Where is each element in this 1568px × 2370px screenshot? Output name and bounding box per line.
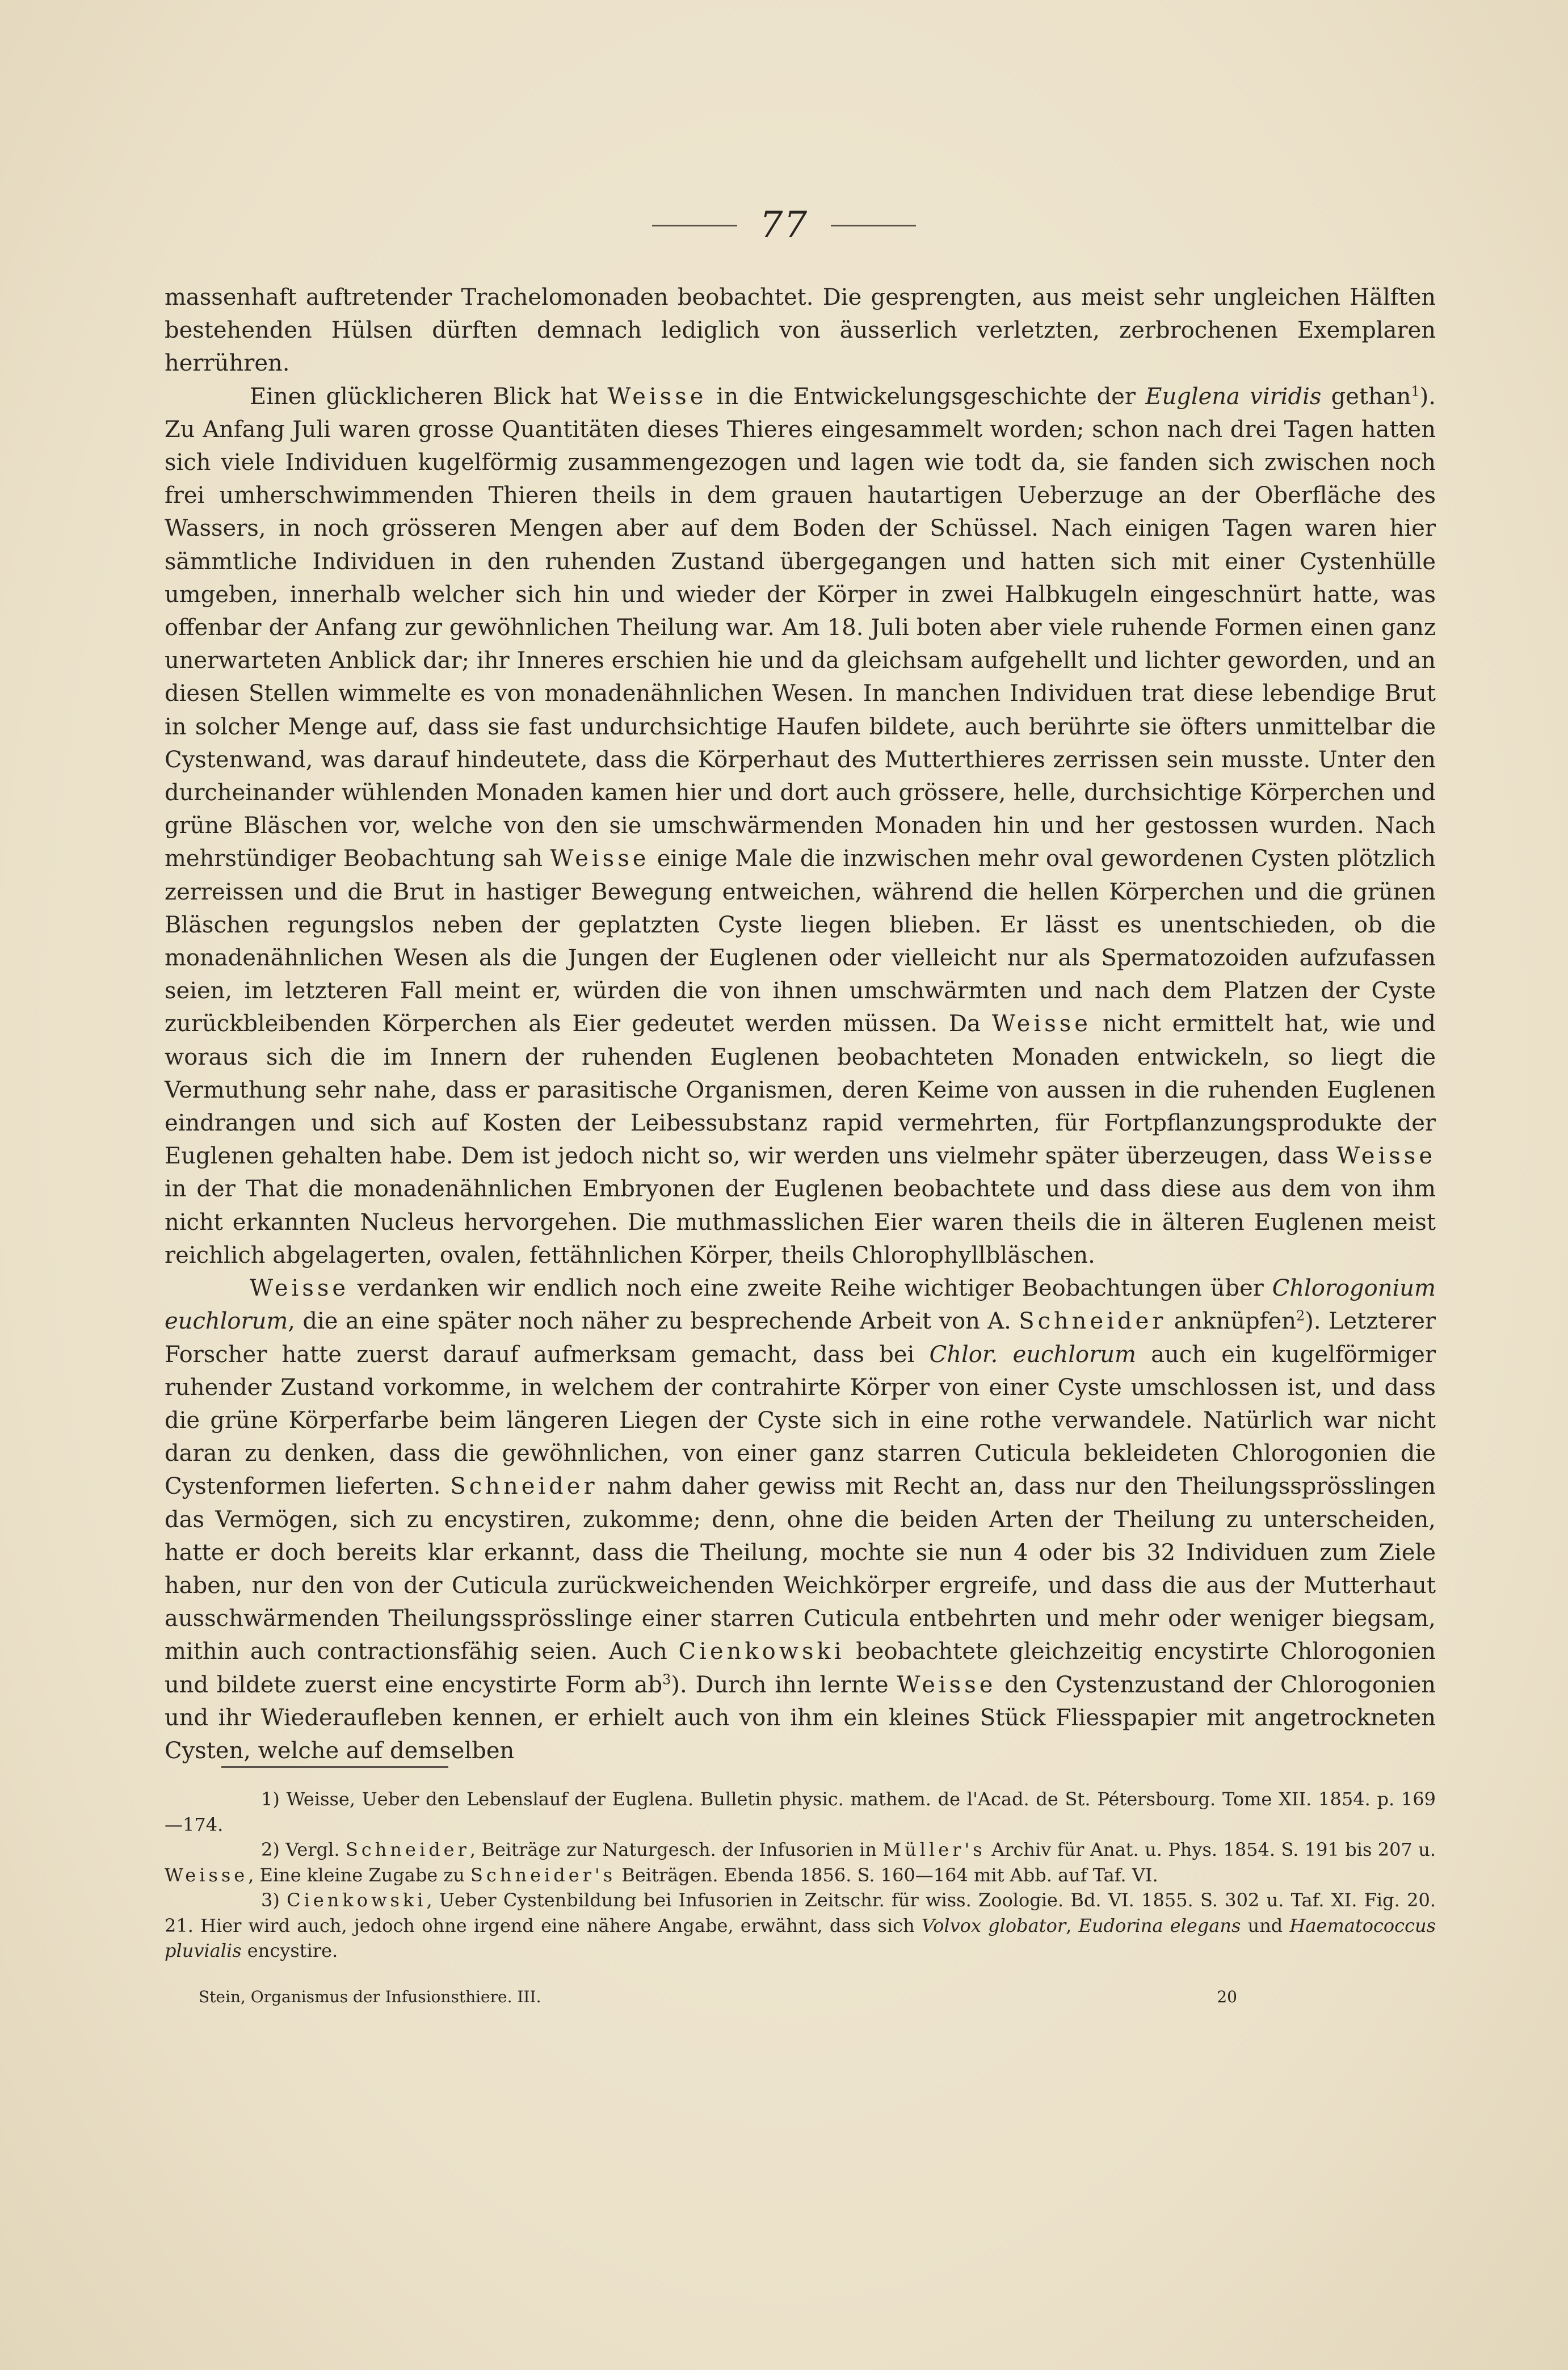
author-name: Cienkowski — [678, 1638, 845, 1665]
author-name: Weisse — [897, 1671, 997, 1698]
footnotes — [165, 1787, 1436, 1964]
footnote-divider — [221, 1766, 448, 1768]
author-name: Schneider — [450, 1473, 598, 1500]
page-header — [0, 204, 1568, 246]
footnote-1: 1) Weisse, Ueber den Lebenslauf der Euglena. Bulletin physic. mathem. de l'Acad. de St. Pétersbourg. Tome XII. 1854. p. 169—174. — [165, 1788, 1436, 1835]
paragraph-2: Einen glücklicheren Blick hat Weisse in die Entwickelungsgeschichte der Euglena viridis gethan$^1$). Zu Anfang Juli waren grosse Quantitäten dieses Thieres eingesammelt worden; schon nach drei Tagen hatten sich viele Individuen kugelförmig zusammengezogen und lagen wie todt da, sie fanden sich zwischen noch frei umherschwimmenden Thieren theils in dem grauen hautartigen Ueberzuge an der Oberfläche des Wassers, in noch grösseren Mengen aber auf dem Boden der Schüssel. Nach einigen Tagen waren hier sämmtliche Individuen in den ruhenden Zustand übergegangen und hatten sich mit einer Cystenhülle umgeben, innerhalb welcher sich hin und wieder der Körper in zwei Halbkugeln eingeschnürt hatte, was offenbar der Anfang zur gewöhnlichen Theilung war. Am 18. Juli boten aber viele ruhende Formen einen ganz unerwarteten Anblick dar; ihr Inneres erschien hie und da gleichsam aufgehellt und lichter geworden, und an diesen Stellen wimmelte es von monadenähnlichen Wesen. In manchen Individuen trat diese lebendige Brut in solcher Menge auf, dass sie fast undurchsichtige Haufen bildete, auch berührte sie öfters unmittelbar die Cystenwand, was darauf hindeutete, dass die Körperhaut des Mutterthieres zerrissen sein musste. Unter den durcheinander wühlenden Monaden kamen hier und dort auch grössere, helle, durchsichtige Körperchen und grüne Bläschen vor, welche von den sie umschwärmenden Monaden hin und her gestossen wurden. Nach mehrstündiger Beobachtung sah Weisse einige Male die inzwischen mehr oval gewordenen Cysten plötzlich zerreissen und die Brut in hastiger Bewegung entweichen, während die hellen Körperchen und die grünen Bläschen regungslos neben der geplatzten Cyste liegen blieben. Er lässt es unentschieden, ob die monadenähnlichen Wesen als die Jungen der Euglenen oder vielleicht nur als Spermatozoiden aufzufassen seien, im letzteren Fall meint er, würden die von ihnen umschwärmten und nach dem Platzen der Cyste zurückbleibenden Körperchen als Eier gedeutet werden müssen. Da Weisse nicht ermittelt hat, wie und woraus sich die im Innern der ruhenden Euglenen beobachteten Monaden entwickeln, so liegt die Vermuthung sehr nahe, dass er parasitische Organismen, deren Keime von aussen in die ruhenden Euglenen eindrangen und sich auf Kosten der Leibessubstanz rapid vermehrten, für Fortpflanzungsprodukte der Euglenen gehalten habe. Dem ist jedoch nicht so, wir werden uns vielmehr später überzeugen, dass Weisse in der That die monadenähnlichen Embryonen der Euglenen beobachtete und dass diese aus dem von ihm nicht erkannten Nucleus hervorgehen. Die muthmasslichen Eier waren theils die in älteren Euglenen meist reichlich abgelagerten, ovalen, fettähnlichen Körper, theils Chlorophyllbläschen. — [165, 383, 1436, 1268]
footnote-2: 2) Vergl. Schneider, Beiträge zur Naturgesch. der Infusorien in Müller's Archiv für Anat. u. Phys. 1854. S. 191 bis 207 u. Weisse, Eine kleine Zugabe zu Schneider's Beiträgen. Ebenda 1856. S. 160—164 mit Abb. auf Taf. VI. — [165, 1839, 1436, 1886]
header-rule-left — [652, 225, 737, 226]
author-name: Schneider — [1019, 1308, 1167, 1335]
species-name: Chlor. euchlorum — [929, 1341, 1136, 1368]
author-name: Weisse — [991, 1011, 1091, 1037]
footnote-ref: 3 — [662, 1671, 671, 1688]
sheet-number: 20 — [1217, 1987, 1237, 2006]
author-name: Weisse — [1336, 1143, 1436, 1170]
footnote-3: 3) Cienkowski, Ueber Cystenbildung bei Infusorien in Zeitschr. für wiss. Zoologie. Bd. VI. 1855. S. 302 u. Taf. XI. Fig. 20. 21. Hier wird auch, jedoch ohne irgend eine nähere Angabe, erwähnt, dass sich Volvox globator, Eudorina elegans und Haematococcus pluvialis encystire. — [165, 1889, 1436, 1961]
species-name: Euglena viridis — [1145, 383, 1322, 410]
author-name: Weisse — [550, 846, 650, 872]
footnote-ref: 1 — [1411, 383, 1420, 400]
body-text — [165, 281, 1436, 1767]
author-name: Weisse — [250, 1275, 350, 1302]
paragraph-1: massenhaft auftretender Trachelomonaden beobachtet. Die gesprengten, aus meist sehr ungleichen Hälften bestehenden Hülsen dürften demnach lediglich von äusserlich verletzten, zerbrochenen Exemplaren herrühren. — [165, 284, 1436, 377]
author-name: Weisse — [607, 383, 707, 410]
page-number: 77 — [759, 204, 809, 246]
species-name: Chlorogonium euchlorum — [165, 1275, 1436, 1335]
printer-signature: Stein, Organismus der Infusionsthiere. III. — [199, 1987, 541, 2006]
header-rule-right — [831, 225, 916, 226]
signature-line — [199, 1987, 1237, 2006]
footnote-ref: 2 — [1296, 1308, 1305, 1324]
paragraph-3: Weisse verdanken wir endlich noch eine zweite Reihe wichtiger Beobachtungen über Chlorogonium euchlorum, die an eine später noch näher zu besprechende Arbeit von A. Schneider anknüpfen$^2$). Letzterer Forscher hatte zuerst darauf aufmerksam gemacht, dass bei Chlor. euchlorum auch ein kugelförmiger ruhender Zustand vorkomme, in welchem der contrahirte Körper von einer Cyste umschlossen ist, und dass die grüne Körperfarbe beim längeren Liegen der Cyste sich in eine rothe verwandele. Natürlich war nicht daran zu denken, dass die gewöhnlichen, von einer ganz starren Cuticula bekleideten Chlorogonien die Cystenformen lieferten. Schneider nahm daher gewiss mit Recht an, dass nur den Theilungssprösslingen das Vermögen, sich zu encystiren, zukomme; denn, ohne die beiden Arten der Theilung zu unterscheiden, hatte er doch bereits klar erkannt, dass die Theilung, mochte sie nun 4 oder bis 32 Individuen zum Ziele haben, nur den von der Cuticula zurückweichenden Weichkörper ergreife, und dass die aus der Mutterhaut ausschwärmenden Theilungssprösslinge einer starren Cuticula entbehrten und mehr oder weniger biegsam, mithin auch contractionsfähig seien. Auch Cienkowski beobachtete gleichzeitig encystirte Chlorogonien und bildete zuerst eine encystirte Form $ab^3$). Durch ihn lernte Weisse den Cystenzustand der Chlorogonien und ihr Wiederaufleben kennen, er erhielt auch von ihm ein kleines Stück Fliesspapier mit angetrockneten Cysten, welche auf demselben — [165, 1275, 1436, 1764]
